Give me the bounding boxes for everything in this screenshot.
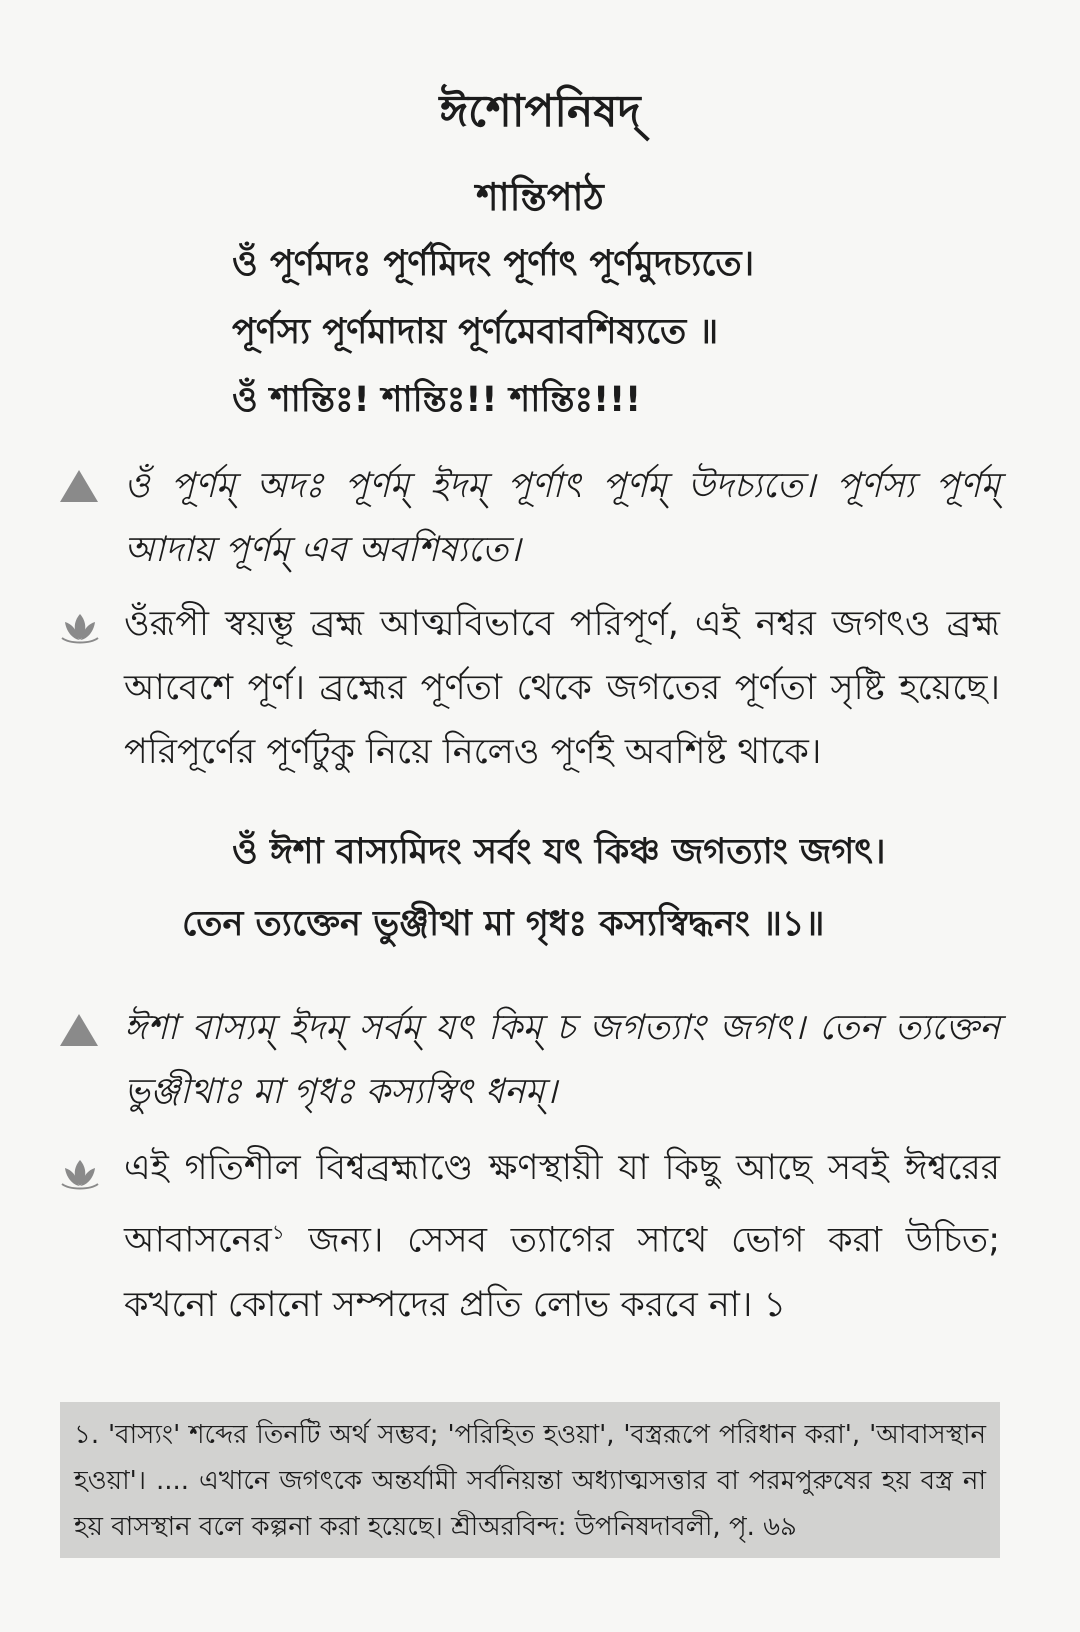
verse-1-line-1: ওঁ ঈশা বাস্যমিদং সর্বং যৎ কিঞ্চ জগত্যাং জগৎ। bbox=[232, 832, 886, 872]
page-title: ঈশোপনিষদ্ bbox=[439, 86, 641, 137]
lotus-icon bbox=[60, 1158, 100, 1192]
shanti-verse-line-1: ওঁ পূর্ণমদঃ পূর্ণমিদং পূর্ণাৎ পূর্ণমুদচ্যতে। bbox=[232, 244, 755, 284]
verse-1-line-2: তেন ত্যক্তেন ভুঞ্জীথা মা গৃধঃ কস্যস্বিদ্ধনং ॥১॥ bbox=[182, 904, 825, 944]
footnote-text: ১. 'বাস্যং' শব্দের তিনটি অর্থ সম্ভব; 'পরিহিত হওয়া', 'বস্ত্ররূপে পরিধান করা', 'আবাসস্থান হওয়া'। .... এখানে জগৎকে অন্তর্যামী সর্বনিয়ন্তা অধ্যাত্মসত্তার বা পরমপুরুষের হয় বস্ত্র না হয় বাসস্থান বলে কল্পনা করা হয়েছে। শ্রীঅরবিন্দ: উপনিষদাবলী, পৃ. ৬৯ bbox=[74, 1420, 986, 1542]
verse-1-translation-text-end: জন্য। সেসব ত্যাগের সাথে ভোগ করা উচিত; কখনো কোনো সম্পদের প্রতি লোভ করবে না। ১ bbox=[124, 1220, 1000, 1325]
shanti-translation: ওঁরূপী স্বয়ম্ভূ ব্রহ্ম আত্মবিভাবে পরিপূর্ণ, এই নশ্বর জগৎও ব্রহ্ম আবেশে পূর্ণ। ব্রহ্মের পূর্ণতা থেকে জগতের পূর্ণতা সৃষ্টি হয়েছে। পরিপূর্ণের পূর্ণটুকু নিয়ে নিলেও পূর্ণই অবশিষ্ট থাকে। bbox=[124, 604, 1000, 772]
lotus-icon bbox=[60, 612, 100, 646]
section-subtitle: শান্তিপাঠ bbox=[476, 175, 604, 219]
footnote-reference: ১ bbox=[271, 1220, 285, 1244]
footnote-box bbox=[60, 1402, 1000, 1558]
shanti-verse-line-2: পূর্ণস্য পূর্ণমাদায় পূর্ণমেবাবশিষ্যতে ॥ bbox=[232, 312, 719, 352]
triangle-icon bbox=[60, 1014, 100, 1048]
verse-1-transliteration: ঈশা বাস্যম্ ইদম্ সর্বম্ যৎ কিম্ চ জগত্যাং জগৎ। তেন ত্যক্তেন ভুঞ্জীথাঃ মা গৃধঃ কস্যস্বিৎ ধনম্। bbox=[124, 1008, 1000, 1112]
shanti-verse-line-3: ওঁ শান্তিঃ! শান্তিঃ!! শান্তিঃ!!! bbox=[232, 380, 642, 420]
shanti-transliteration: ওঁ পূর্ণম্ অদঃ পূর্ণম্ ইদম্ পূর্ণাৎ পূর্ণম্ উদচ্যতে। পূর্ণস্য পূর্ণম্ আদায় পূর্ণম্ এব অবশিষ্যতে। bbox=[124, 466, 1000, 570]
triangle-icon bbox=[60, 470, 100, 504]
verse-1-translation-text: এই গতিশীল বিশ্বব্রহ্মাণ্ডে ক্ষণস্থায়ী যা কিছু আছে সবই ঈশ্বরের আবাসনের bbox=[124, 1148, 1000, 1261]
verse-1-translation bbox=[124, 1136, 1000, 1337]
